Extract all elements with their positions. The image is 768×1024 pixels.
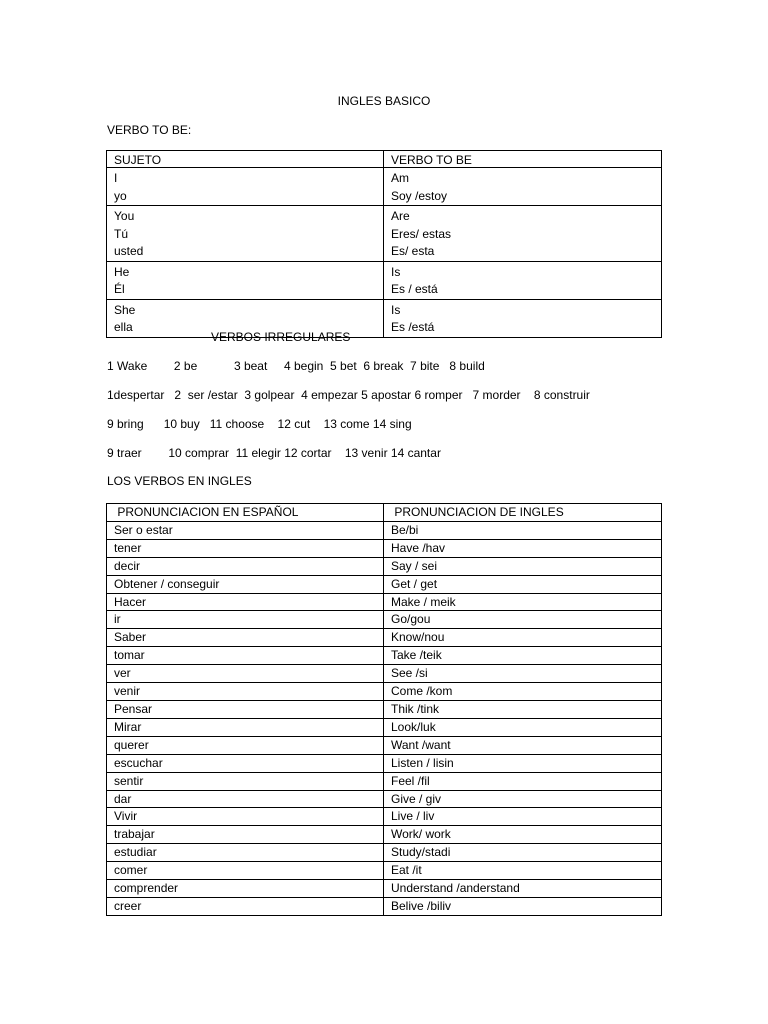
spanish-cell: ver [107, 665, 384, 683]
verbo-cell [384, 299, 662, 337]
table-row [107, 880, 662, 898]
table-row [107, 539, 662, 557]
english-cell: Study/stadi [384, 844, 662, 862]
irregular-verbs-line: 9 bring 10 buy 11 choose 12 cut 13 come 14 sing [107, 417, 412, 431]
spanish-cell: venir [107, 683, 384, 701]
english-cell: Give / giv [384, 790, 662, 808]
cell-line: Es / está [391, 282, 438, 296]
spanish-cell: dar [107, 790, 384, 808]
table-row [107, 168, 662, 206]
to-be-table [106, 150, 662, 338]
header-pronunciacion-ingles: PRONUNCIACION DE INGLES [384, 504, 662, 522]
cell-line: Él [114, 282, 125, 296]
english-cell: Understand /anderstand [384, 880, 662, 898]
table-row [107, 299, 662, 337]
cell-line: yo [114, 188, 127, 203]
table-row [107, 862, 662, 880]
spanish-cell: Saber [107, 629, 384, 647]
table-row [107, 647, 662, 665]
spanish-cell: Ser o estar [107, 521, 384, 539]
irregular-verbs-heading: VERBOS IRREGULARES [211, 330, 351, 344]
irregular-verbs-line: 1despertar 2 ser /estar 3 golpear 4 empezar 5 apostar 6 romper 7 morder 8 construir [107, 388, 590, 402]
table-row [107, 593, 662, 611]
table-row [107, 808, 662, 826]
verbo-cell [384, 261, 662, 299]
section-heading-verbs: LOS VERBOS EN INGLES [107, 474, 252, 488]
header-verbo-to-be: VERBO TO BE [384, 151, 662, 168]
table-row [107, 521, 662, 539]
table-row [107, 736, 662, 754]
spanish-cell: ir [107, 611, 384, 629]
table-row [107, 790, 662, 808]
english-cell: Know/nou [384, 629, 662, 647]
cell-line: He [114, 264, 130, 279]
table-row [107, 629, 662, 647]
sujeto-cell [107, 261, 384, 299]
english-cell: Thik /tink [384, 700, 662, 718]
table-row [107, 718, 662, 736]
english-cell: Get / get [384, 575, 662, 593]
spanish-cell: tomar [107, 647, 384, 665]
table-header-row [107, 504, 662, 522]
table-row [107, 206, 662, 262]
spanish-cell: Hacer [107, 593, 384, 611]
cell-line: Es/ esta [391, 244, 435, 258]
spanish-cell: estudiar [107, 844, 384, 862]
sujeto-cell [107, 168, 384, 206]
english-cell: Be/bi [384, 521, 662, 539]
table-row [107, 665, 662, 683]
english-cell: Make / meik [384, 593, 662, 611]
verbo-cell [384, 206, 662, 262]
table-row [107, 897, 662, 915]
cell-line: Es /está [391, 320, 435, 334]
table-row [107, 611, 662, 629]
english-cell: Say / sei [384, 557, 662, 575]
english-cell: Go/gou [384, 611, 662, 629]
table-row [107, 557, 662, 575]
header-sujeto: SUJETO [107, 151, 384, 168]
cell-line: Is [391, 302, 401, 317]
table-header-row [107, 151, 662, 168]
cell-line: Are [391, 209, 410, 223]
english-cell: Take /teik [384, 647, 662, 665]
spanish-cell: Obtener / conseguir [107, 575, 384, 593]
english-cell: Want /want [384, 736, 662, 754]
document-title: INGLES BASICO [337, 94, 431, 108]
spanish-cell: creer [107, 897, 384, 915]
english-cell: Look/luk [384, 718, 662, 736]
sujeto-cell [107, 206, 384, 262]
cell-line: Tú [114, 226, 129, 241]
verbo-cell [384, 168, 662, 206]
table-row [107, 754, 662, 772]
section-heading-to-be: VERBO TO BE: [107, 123, 192, 137]
english-cell: Have /hav [384, 539, 662, 557]
english-cell: Come /kom [384, 683, 662, 701]
cell-line: Am [391, 171, 409, 185]
irregular-verbs-line: 1 Wake 2 be 3 beat 4 begin 5 bet 6 break 7 bite 8 build [107, 359, 485, 373]
english-cell: Eat /it [384, 862, 662, 880]
cell-line: She [114, 302, 136, 317]
english-cell: Listen / lisin [384, 754, 662, 772]
cell-line: ella [114, 320, 133, 334]
cell-line: Is [391, 264, 401, 279]
spanish-cell: escuchar [107, 754, 384, 772]
spanish-cell: trabajar [107, 826, 384, 844]
cell-line: I [114, 171, 118, 185]
table-row [107, 683, 662, 701]
cell-line: usted [114, 244, 144, 258]
spanish-cell: comprender [107, 880, 384, 898]
header-pronunciacion-espanol: PRONUNCIACION EN ESPAÑOL [107, 504, 384, 522]
english-cell: See /si [384, 665, 662, 683]
irregular-verbs-line: 9 traer 10 comprar 11 elegir 12 cortar 13 venir 14 cantar [107, 446, 441, 460]
spanish-cell: Pensar [107, 700, 384, 718]
cell-line: You [114, 209, 135, 223]
spanish-cell: Mirar [107, 718, 384, 736]
table-row [107, 700, 662, 718]
english-cell: Feel /fil [384, 772, 662, 790]
table-row [107, 844, 662, 862]
spanish-cell: tener [107, 539, 384, 557]
english-cell: Work/ work [384, 826, 662, 844]
table-row [107, 575, 662, 593]
spanish-cell: Vivir [107, 808, 384, 826]
spanish-cell: comer [107, 862, 384, 880]
verbs-pronunciation-table [106, 503, 662, 916]
cell-line: Eres/ estas [391, 226, 452, 241]
table-row [107, 826, 662, 844]
english-cell: Belive /biliv [384, 897, 662, 915]
table-row [107, 772, 662, 790]
cell-line: Soy /estoy [391, 188, 448, 203]
english-cell: Live / liv [384, 808, 662, 826]
spanish-cell: sentir [107, 772, 384, 790]
spanish-cell: querer [107, 736, 384, 754]
spanish-cell: decir [107, 557, 384, 575]
table-row [107, 261, 662, 299]
